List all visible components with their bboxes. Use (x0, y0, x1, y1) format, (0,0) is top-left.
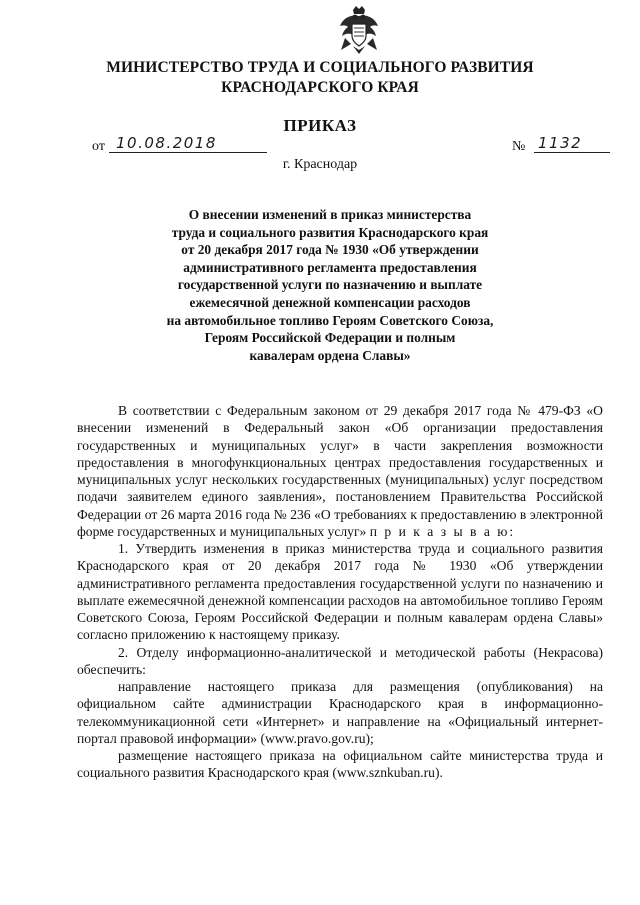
subject-line: труда и социального развития Краснодарского края (171, 224, 489, 240)
order-date: 10.08.2018 (116, 134, 217, 152)
coat-of-arms-icon (337, 6, 381, 56)
preamble-paragraph (77, 402, 603, 540)
order-body (77, 402, 603, 782)
ministry-name (0, 58, 640, 98)
ministry-line-2: КРАСНОДАРСКОГО КРАЯ (221, 79, 419, 96)
subject-line: О внесении изменений в приказ министерства (188, 207, 472, 222)
subject-line: ежемесячной денежной компенсации расходов (189, 294, 471, 310)
subject-line: административного регламента предоставления (183, 259, 477, 275)
subject-line: государственной услуги по назначению и выплате (177, 277, 483, 293)
item-2b-paragraph: размещение настоящего приказа на официальном сайте министерства труда и социального развития Краснодарского края (www.sznkuban.ru). (77, 748, 603, 781)
order-subject (100, 206, 560, 364)
number-prefix: № (512, 139, 526, 154)
city: г. Краснодар (282, 157, 358, 172)
item-2a-paragraph: направление настоящего приказа для размещения (опубликования) на официальном сайте администрации Краснодарского края в информационно-телекоммуникационной сети «Интернет» и направление на «Официальный интернет-портал правовой информации» (www.pravo.gov.ru); (77, 679, 603, 746)
subject-line: Героям Российской Федерации и полным (204, 330, 456, 346)
order-number: 1132 (538, 134, 583, 152)
item-1-paragraph: 1. Утвердить изменения в приказ министерства труда и социального развития Краснодарского края от 20 декабря 2017 года № 1930 «Об утверждении административного регламента предоставления государственной услуги по назначению и выплате ежемесячной денежной компенсации расходов на автомобильное топливо Героям Советского Союза, Героям Российской Федерации и полным кавалерам ордена Славы» согласно приложению к настоящему приказу. (77, 541, 603, 643)
subject-line: от 20 декабря 2017 года № 1930 «Об утверждении (181, 242, 479, 258)
preamble-text: В соответствии с Федеральным законом от 29 декабря 2017 года № 479-ФЗ «О внесении изменений в Федеральный закон «Об организации предоставления государственных и муниципальных услуг» в части закрепления возможности предоставления в многофункциональных центрах предоставления государственных и муниципальных услуг нескольких государственных (муниципальных) услуг посредством подачи заявителем единого заявления», постановлением Правительства Российской Федерации от 26 марта 2016 года № 236 «О требованиях к предоставлению в электронной форме государственных и муниципальных услуг» (77, 403, 603, 539)
date-underline (109, 152, 267, 153)
ministry-line-1: МИНИСТЕРСТВО ТРУДА И СОЦИАЛЬНОГО РАЗВИТИЯ (106, 59, 534, 76)
document-type: ПРИКАЗ (283, 116, 357, 135)
date-prefix: от (92, 139, 105, 154)
subject-line: на автомобильное топливо Героям Советского Союза, (166, 312, 494, 328)
item-2-paragraph: 2. Отделу информационно-аналитической и методической работы (Некрасова) обеспечить: (77, 644, 603, 677)
date-number-row (0, 134, 640, 156)
subject-line: кавалерам ордена Славы» (249, 347, 411, 363)
number-underline (534, 152, 610, 153)
order-verb: п р и к а з ы в а ю: (369, 523, 516, 539)
